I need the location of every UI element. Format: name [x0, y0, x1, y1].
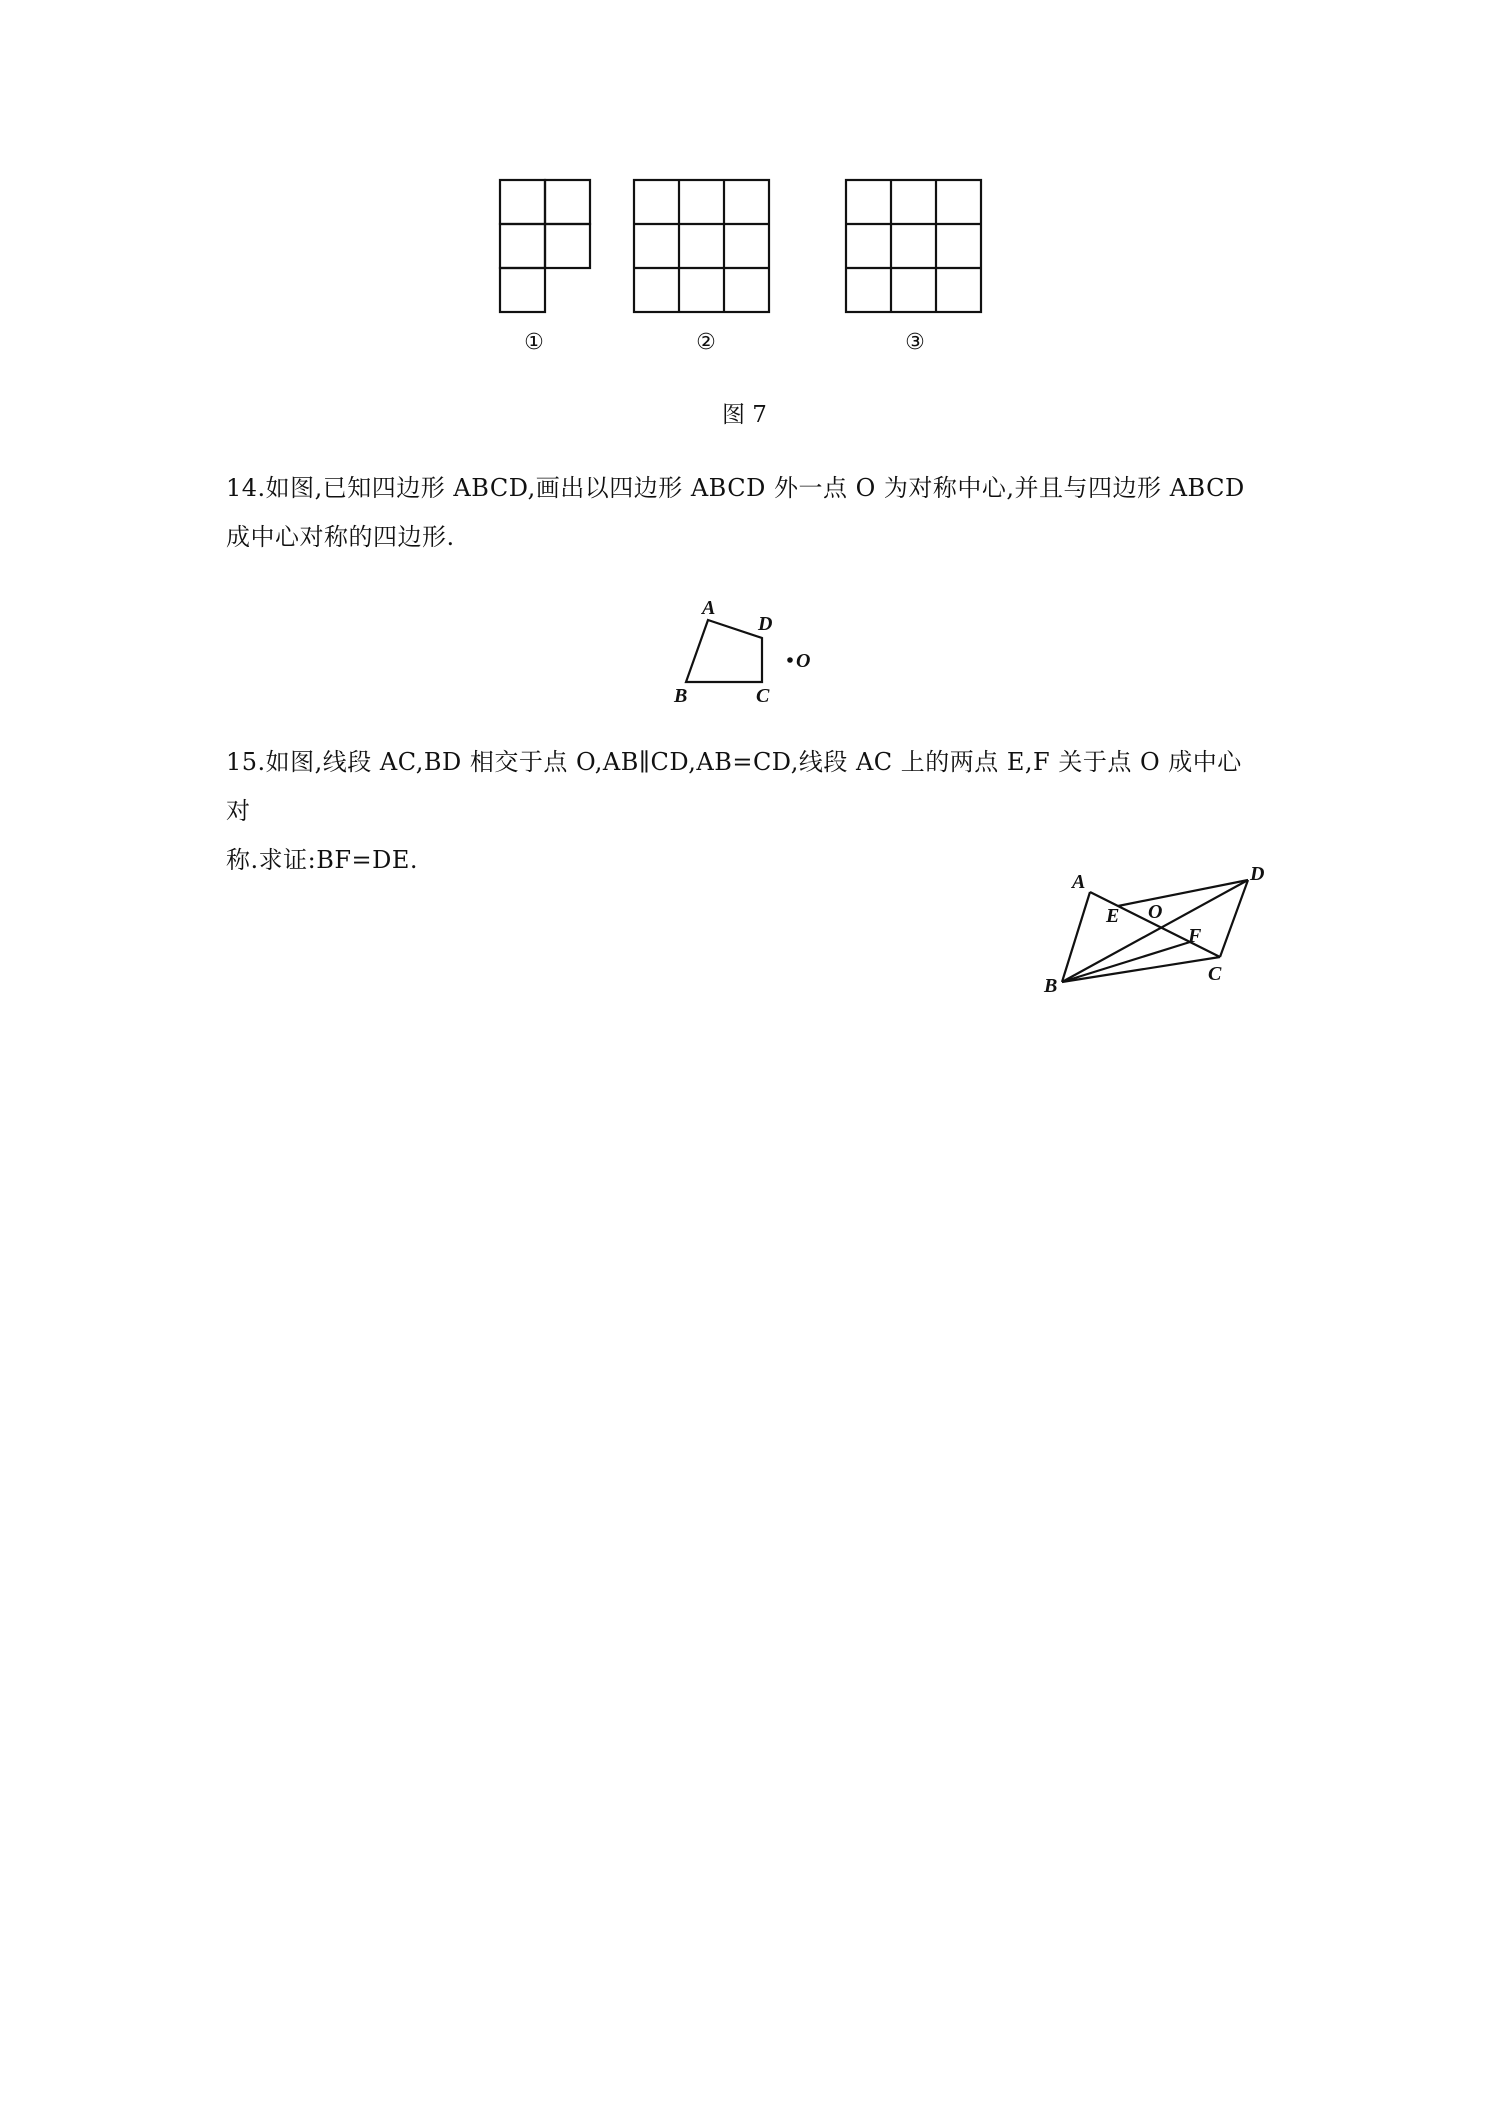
problem-15-line-2: 称.求证:BF=DE.	[226, 846, 419, 874]
problem-15-number: 15.	[226, 748, 266, 776]
problem-14-body-1: 如图,已知四边形 ABCD,画出以四边形 ABCD 外一点 O 为对称中心,并且与四边形 ABCD	[265, 474, 1245, 502]
segment-de	[1118, 880, 1248, 906]
quadrilateral-abcd-figure	[666, 590, 826, 714]
label-a: A	[702, 597, 716, 619]
figure-caption: 图 7	[722, 402, 767, 428]
problem-14-number: 14.	[226, 474, 266, 502]
label-o: O	[1148, 901, 1163, 923]
grid-figure-3	[844, 178, 988, 322]
problem-14-line-1	[226, 464, 1266, 513]
problem-14-text	[226, 464, 1266, 562]
label-d: D	[758, 613, 773, 635]
problem-15-line-1	[226, 738, 1266, 836]
problem-14-line-2: 成中心对称的四边形.	[226, 523, 455, 551]
label-d: D	[1250, 863, 1265, 885]
label-b: B	[1044, 975, 1058, 997]
label-e: E	[1106, 905, 1120, 927]
label-a: A	[1072, 871, 1086, 893]
problem-15-body-1: 如图,线段 AC,BD 相交于点 O,AB∥CD,AB=CD,线段 AC 上的两点 E,F 关于点 O 成中心对	[226, 748, 1242, 825]
label-o: O	[796, 650, 811, 672]
quadrilateral-abcd	[686, 620, 762, 682]
segment-cd	[1220, 880, 1248, 957]
parallelogram-figure	[1040, 860, 1270, 1004]
point-o	[787, 657, 793, 663]
label-f: F	[1188, 925, 1202, 947]
grid-figure-1	[498, 178, 598, 322]
label-c: C	[1208, 963, 1222, 985]
grid-label-3: ③	[905, 330, 925, 355]
grid-figure-2	[632, 178, 776, 322]
grid-label-1: ①	[524, 330, 544, 355]
label-c: C	[756, 685, 770, 707]
grid-label-2: ②	[696, 330, 716, 355]
label-b: B	[674, 685, 688, 707]
